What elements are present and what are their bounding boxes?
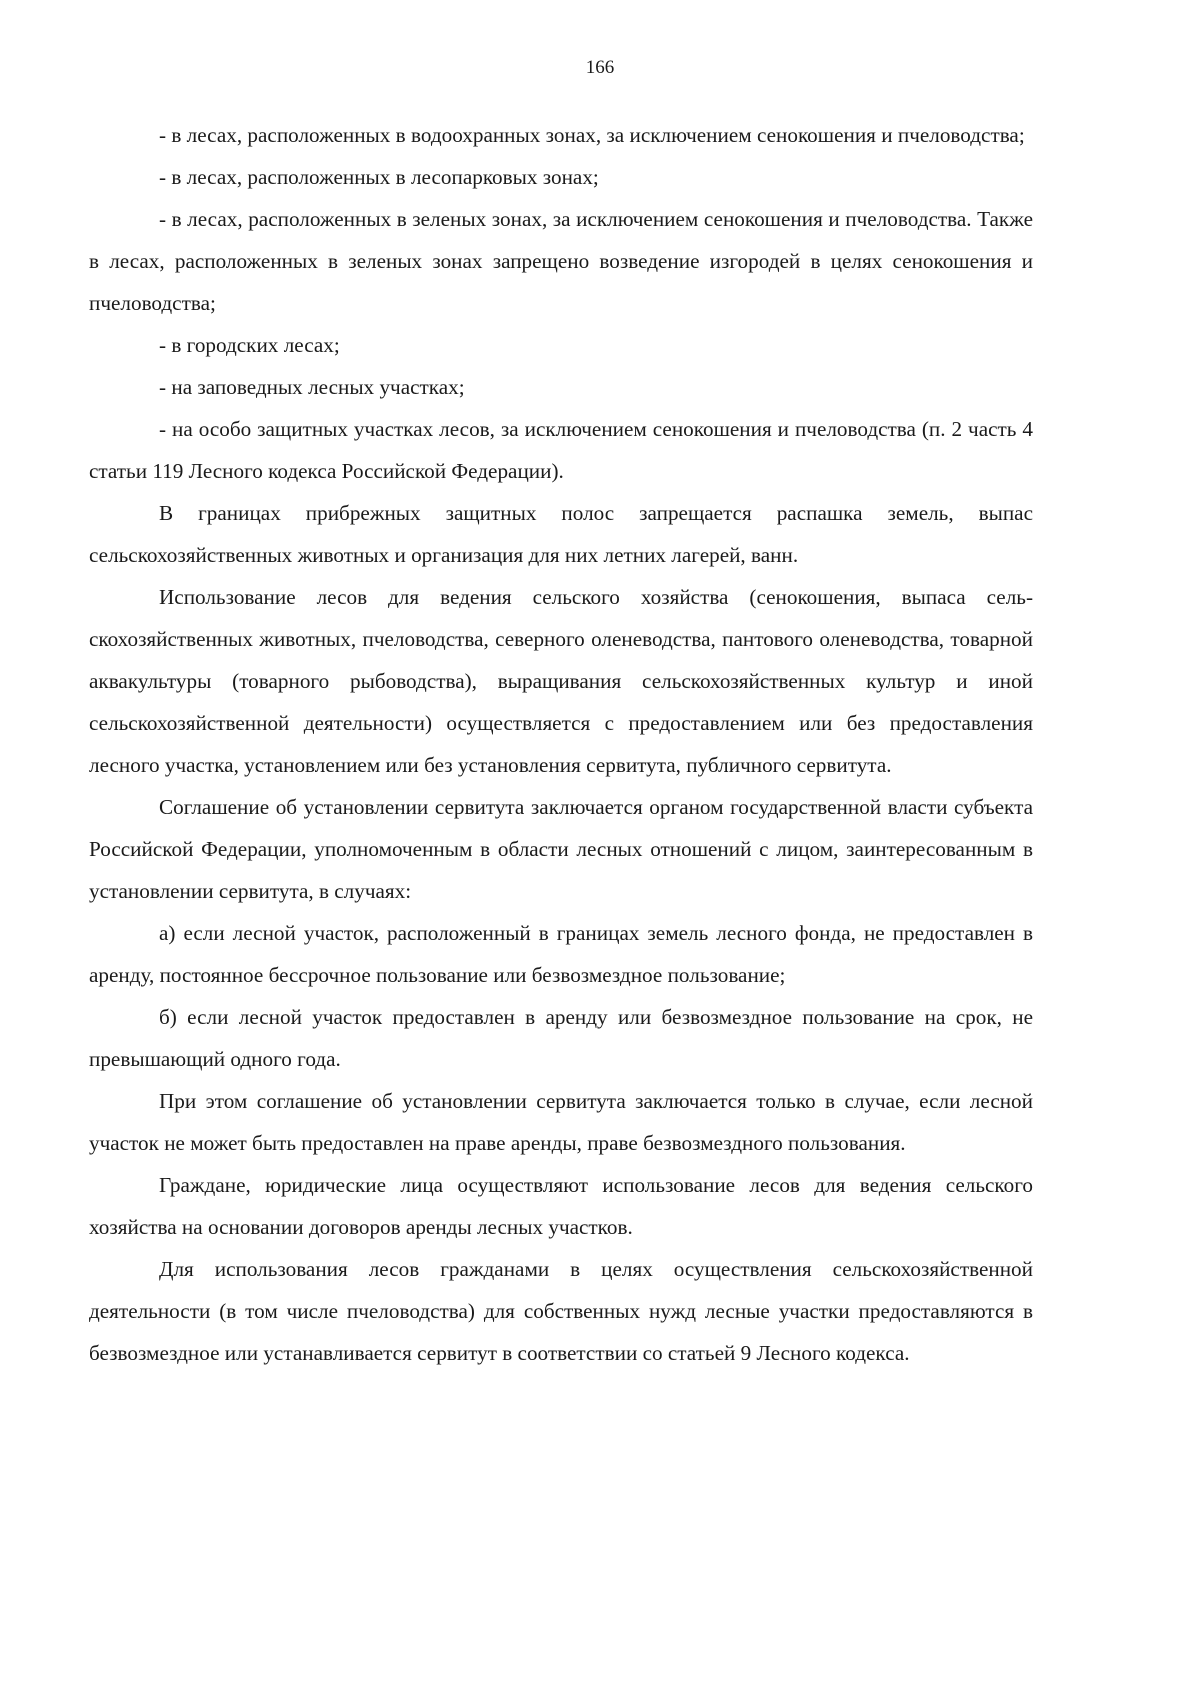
- paragraph-list-item: - в лесах, расположенных в водоохранных зонах, за исключением сенокошения и пчеловодства;: [159, 123, 1025, 147]
- paragraph-case-a: а) если лесной участок, расположенный в границах земель лесного фонда, не предоставлен в аренду, постоянное бессрочное пользование или безвозмездное пользование;: [89, 921, 1033, 987]
- paragraph: При этом соглашение об установлении сервитута заключается только в случае, если лесной участок не может быть предоставлен на праве аренды, праве безвозмездного пользования.: [89, 1089, 1033, 1155]
- paragraph-case-b: б) если лесной участок предоставлен в аренду или безвозмездное пользование на срок, не превышающий одного года.: [89, 1005, 1033, 1071]
- paragraph: В границах прибрежных защитных полос запрещается распашка земель, выпас сельскохозяйственных животных и организация для них летних лагерей, ванн.: [89, 501, 1033, 567]
- paragraph-list-item: - в лесах, расположенных в зеленых зонах, за исключением сенокошения и пчеловодства. Также в лесах, расположенных в зеленых зонах запрещено возведение изгородей в целях сенокошения и пчеловодства;: [89, 207, 1033, 315]
- paragraph: Для использования лесов гражданами в целях осуществления сельскохозяйственной деятельности (в том числе пчеловодства) для собственных нужд лесные участки предоставляются в безвозмездное или устанавливается сервитут в соответствии со статьей 9 Лесного кодекса.: [89, 1257, 1033, 1365]
- paragraph: Использование лесов для ведения сельского хозяйства (сенокошения, выпаса сельскохозяйственных животных, пчеловодства, северного оленеводства, пантового оленеводства, товарной аквакультуры (товарного рыбоводства), выращивания сельскохозяйственных культур и иной сельскохозяйственной деятельности) осуществляется с предоставлением или без предоставления лесного участка, установлением или без установления сервитута, публичного сервитута.: [89, 585, 1033, 777]
- paragraph: Соглашение об установлении сервитута заключается органом государственной власти субъекта Российской Федерации, уполномоченным в области лесных отношений с лицом, заинтересованным в установлении сервитута, в случаях:: [89, 795, 1033, 903]
- paragraph: Граждане, юридические лица осуществляют использование лесов для ведения сельского хозяйства на основании договоров аренды лесных участков.: [89, 1173, 1033, 1239]
- paragraph-list-item: - в лесах, расположенных в лесопарковых зонах;: [159, 165, 599, 189]
- page-number: 166: [585, 57, 615, 78]
- paragraph-list-item: - на заповедных лесных участках;: [159, 375, 465, 399]
- paragraph-list-item: - в городских лесах;: [159, 333, 340, 357]
- paragraph-list-item: - на особо защитных участках лесов, за исключением сенокошения и пчеловодства (п. 2 часть 4 статьи 119 Лесного кодекса Российской Федерации).: [89, 417, 1033, 483]
- document-body: [89, 114, 1033, 1374]
